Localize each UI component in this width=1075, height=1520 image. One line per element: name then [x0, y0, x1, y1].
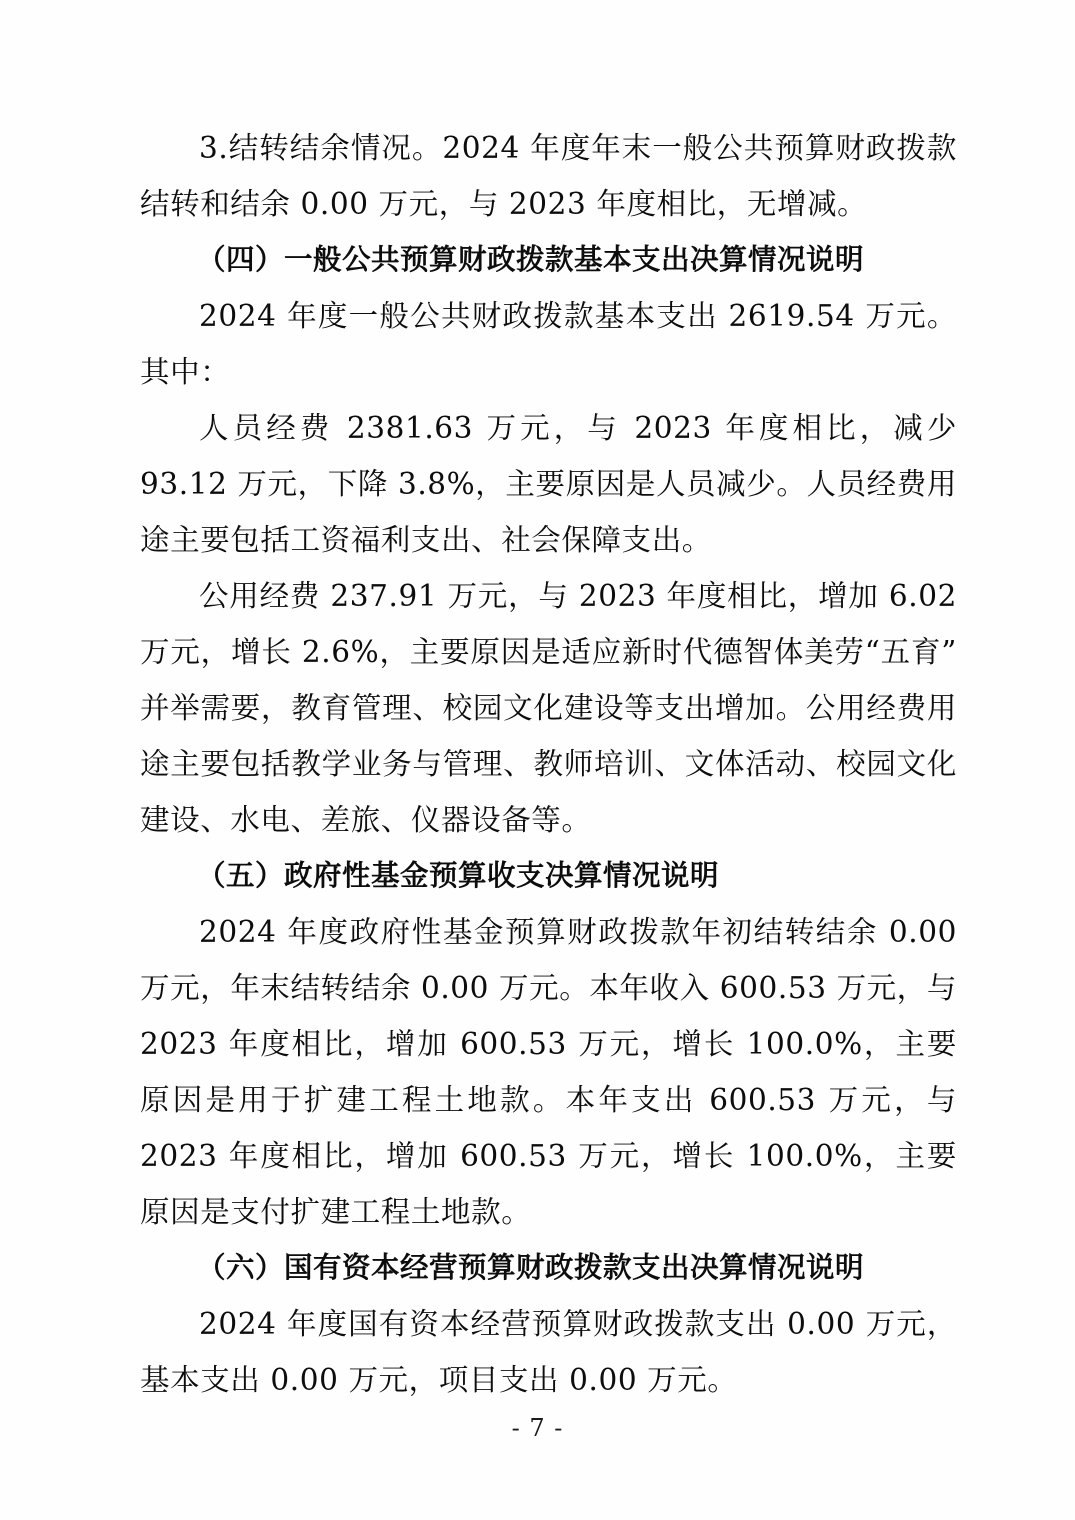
- para-state-capital-budget: 2024 年度国有资本经营预算财政拨款支出 0.00 万元，基本支出 0.00 万元，项目支出 0.00 万元。: [140, 1307, 957, 1397]
- para-public-expense: 公用经费 237.91 万元，与 2023 年度相比，增加 6.02 万元，增长 2.6%，主要原因是适应新时代德智体美劳“五育”并举需要，教育管理、校园文化建设等支出增加。公用经费用途主要包括教学业务与管理、教师培训、文体活动、校园文化建设、水电、差旅、仪器设备等。: [140, 579, 957, 837]
- page-number: - 7 -: [511, 1414, 564, 1442]
- para-carryover-balance: 3.结转结余情况。2024 年度年末一般公共预算财政拨款结转和结余 0.00 万元，与 2023 年度相比，无增减。: [140, 131, 957, 221]
- document-body: [140, 120, 957, 1408]
- para-government-fund-budget: 2024 年度政府性基金预算财政拨款年初结转结余 0.00 万元，年末结转结余 0.00 万元。本年收入 600.53 万元，与 2023 年度相比，增加 600.53 万元，增长 100.0%，主要原因是用于扩建工程土地款。本年支出 600.53 万元，与 2023 年度相比，增加 600.53 万元，增长 100.0%，主要原因是支付扩建工程土地款。: [140, 915, 957, 1229]
- heading-section-four: （四）一般公共预算财政拨款基本支出决算情况说明: [197, 243, 865, 276]
- heading-section-five: （五）政府性基金预算收支决算情况说明: [197, 859, 720, 892]
- para-basic-expenditure-total: 2024 年度一般公共财政拨款基本支出 2619.54 万元。其中：: [140, 299, 957, 389]
- para-personnel-expense: 人员经费 2381.63 万元，与 2023 年度相比，减少 93.12 万元，下降 3.8%，主要原因是人员减少。人员经费用途主要包括工资福利支出、社会保障支出。: [140, 411, 957, 557]
- heading-section-six: （六）国有资本经营预算财政拨款支出决算情况说明: [197, 1251, 865, 1284]
